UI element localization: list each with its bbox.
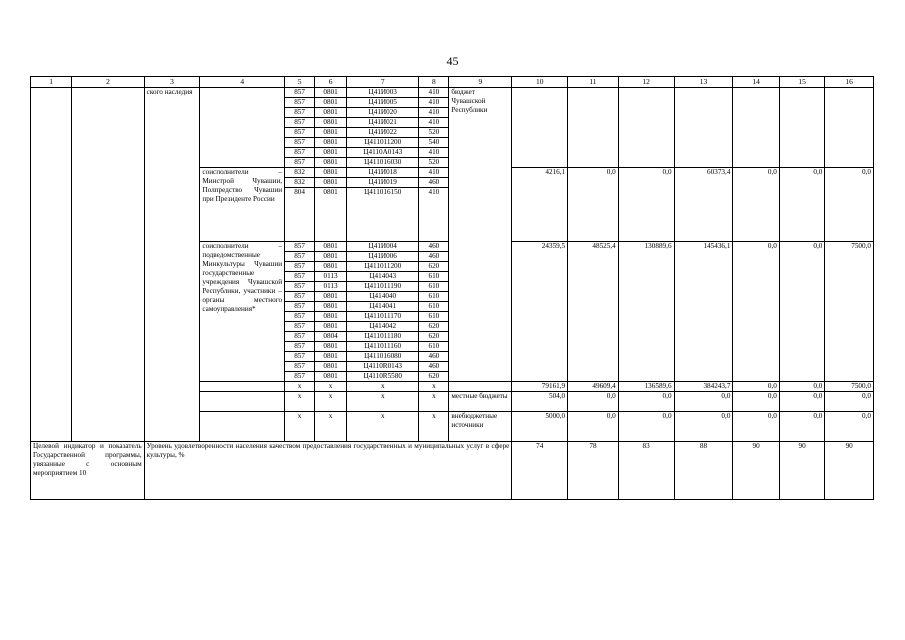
code-cell: 857: [285, 262, 315, 272]
code-cell: Ц411011170: [347, 312, 419, 322]
code-cell: 0801: [315, 168, 347, 178]
code-cell: 460: [419, 352, 449, 362]
code-cell: 857: [285, 302, 315, 312]
code-cell: x: [285, 382, 315, 392]
code-cell: 0801: [315, 88, 347, 98]
code-cell: Ц41И020: [347, 108, 419, 118]
column-number: 13: [674, 77, 733, 88]
code-cell: 0801: [315, 138, 347, 148]
code-cell: 857: [285, 148, 315, 158]
code-cell: 0801: [315, 262, 347, 272]
code-cell: 0801: [315, 242, 347, 252]
code-cell: 857: [285, 108, 315, 118]
executor-cell: соисполнители – Минстрой Чувашии, Полпредство Чувашии при Президенте России: [200, 168, 285, 242]
column-number: 5: [285, 77, 315, 88]
value-cell: 0,0: [733, 392, 779, 412]
code-cell: x: [419, 412, 449, 442]
value-cell: 145436,1: [674, 242, 733, 382]
code-cell: 0801: [315, 148, 347, 158]
value-cell: 0,0: [733, 382, 779, 392]
code-cell: 0801: [315, 372, 347, 382]
code-cell: Ц41И003: [347, 88, 419, 98]
funding-source-cell: бюджет Чувашской Республики: [449, 88, 512, 382]
col1-cell: [31, 88, 72, 442]
value-cell: 0,0: [779, 242, 824, 382]
code-cell: 410: [419, 188, 449, 242]
code-cell: 857: [285, 242, 315, 252]
code-cell: x: [419, 382, 449, 392]
funding-source-cell: внебюджетные источники: [449, 412, 512, 442]
code-cell: 410: [419, 98, 449, 108]
code-cell: 620: [419, 322, 449, 332]
code-cell: Ц41И018: [347, 168, 419, 178]
code-cell: 857: [285, 158, 315, 168]
value-cell: [779, 88, 824, 168]
value-cell: 0,0: [568, 392, 619, 412]
code-cell: x: [315, 382, 347, 392]
code-cell: 804: [285, 188, 315, 242]
code-cell: 0801: [315, 118, 347, 128]
code-cell: 620: [419, 372, 449, 382]
column-number: 9: [449, 77, 512, 88]
column-number: 8: [419, 77, 449, 88]
value-cell: 136589,6: [618, 382, 674, 392]
value-cell: 0,0: [825, 168, 874, 242]
value-cell: 0,0: [779, 392, 824, 412]
code-cell: 832: [285, 168, 315, 178]
code-cell: 410: [419, 108, 449, 118]
program-table: [30, 76, 874, 500]
code-cell: Ц411011200: [347, 138, 419, 148]
code-cell: 0801: [315, 292, 347, 302]
value-cell: 0,0: [674, 412, 733, 442]
code-cell: 857: [285, 322, 315, 332]
value-cell: [568, 88, 619, 168]
column-number: 15: [779, 77, 824, 88]
code-cell: 0801: [315, 342, 347, 352]
value-cell: 384243,7: [674, 382, 733, 392]
code-cell: 0801: [315, 98, 347, 108]
code-cell: x: [347, 382, 419, 392]
code-cell: 857: [285, 372, 315, 382]
page-number: 45: [446, 54, 459, 68]
code-cell: 857: [285, 128, 315, 138]
code-cell: 460: [419, 178, 449, 188]
code-cell: 0801: [315, 352, 347, 362]
value-cell: 0,0: [568, 168, 619, 242]
code-cell: 520: [419, 128, 449, 138]
code-cell: 857: [285, 272, 315, 282]
executor-cell: [200, 382, 285, 392]
event-name-cell: ского наследия: [144, 88, 200, 442]
column-number: 6: [315, 77, 347, 88]
value-cell: [733, 88, 779, 168]
code-cell: 857: [285, 282, 315, 292]
column-number: 4: [200, 77, 285, 88]
value-cell: [618, 88, 674, 168]
value-cell: 504,0: [512, 392, 568, 412]
value-cell: 4216,1: [512, 168, 568, 242]
code-cell: 610: [419, 272, 449, 282]
code-cell: 0801: [315, 252, 347, 262]
indicator-value: 78: [568, 442, 619, 500]
code-cell: Ц414043: [347, 272, 419, 282]
code-cell: 0801: [315, 178, 347, 188]
value-cell: 79161,9: [512, 382, 568, 392]
value-cell: 0,0: [568, 412, 619, 442]
code-cell: 410: [419, 168, 449, 178]
code-cell: 620: [419, 262, 449, 272]
indicator-value: 90: [733, 442, 779, 500]
code-cell: 857: [285, 138, 315, 148]
value-cell: 0,0: [779, 382, 824, 392]
value-cell: 0,0: [733, 242, 779, 382]
value-cell: 48525,4: [568, 242, 619, 382]
table-row: [31, 88, 874, 98]
code-cell: 460: [419, 252, 449, 262]
indicator-value: 74: [512, 442, 568, 500]
code-cell: Ц414040: [347, 292, 419, 302]
code-cell: 460: [419, 362, 449, 372]
code-cell: 0801: [315, 302, 347, 312]
col2-cell: [72, 88, 144, 442]
value-cell: 5000,0: [512, 412, 568, 442]
code-cell: 410: [419, 88, 449, 98]
code-cell: Ц4110R5580: [347, 372, 419, 382]
column-number: 14: [733, 77, 779, 88]
code-cell: Ц414041: [347, 302, 419, 312]
code-cell: Ц41И021: [347, 118, 419, 128]
code-cell: 610: [419, 302, 449, 312]
code-cell: Ц411016080: [347, 352, 419, 362]
code-cell: 410: [419, 148, 449, 158]
code-cell: 857: [285, 332, 315, 342]
indicator-value: 90: [825, 442, 874, 500]
value-cell: [674, 88, 733, 168]
code-cell: 857: [285, 88, 315, 98]
indicator-value: 88: [674, 442, 733, 500]
table-row: [31, 442, 874, 500]
code-cell: 620: [419, 332, 449, 342]
code-cell: Ц41И022: [347, 128, 419, 138]
code-cell: 0113: [315, 272, 347, 282]
column-number: 11: [568, 77, 619, 88]
executor-cell: [200, 88, 285, 168]
value-cell: 130889,6: [618, 242, 674, 382]
code-cell: 0801: [315, 362, 347, 372]
value-cell: 7500,0: [825, 242, 874, 382]
code-cell: Ц41И005: [347, 98, 419, 108]
column-number: 2: [72, 77, 144, 88]
code-cell: x: [285, 392, 315, 412]
code-cell: 0801: [315, 128, 347, 138]
code-cell: 610: [419, 312, 449, 322]
code-cell: 0801: [315, 322, 347, 332]
code-cell: 610: [419, 292, 449, 302]
indicator-label: Целевой индикатор и показатель Государственной программы, увязанные с основным мероприятием 10: [31, 442, 145, 500]
code-cell: 410: [419, 118, 449, 128]
code-cell: Ц411011190: [347, 282, 419, 292]
indicator-description: Уровень удовлетворенности населения качеством предоставления государственных и муниципальных услуг в сфере культуры, %: [144, 442, 512, 500]
code-cell: Ц41И004: [347, 242, 419, 252]
value-cell: 0,0: [733, 412, 779, 442]
value-cell: 0,0: [825, 412, 874, 442]
value-cell: [512, 88, 568, 168]
code-cell: 540: [419, 138, 449, 148]
table-row: [31, 77, 874, 88]
funding-source-cell: [449, 382, 512, 392]
value-cell: 24359,5: [512, 242, 568, 382]
indicator-value: 90: [779, 442, 824, 500]
code-cell: x: [315, 412, 347, 442]
code-cell: 0113: [315, 282, 347, 292]
code-cell: 857: [285, 362, 315, 372]
code-cell: 520: [419, 158, 449, 168]
code-cell: x: [285, 412, 315, 442]
code-cell: 0804: [315, 332, 347, 342]
value-cell: 0,0: [618, 168, 674, 242]
code-cell: Ц411016030: [347, 158, 419, 168]
column-number: 7: [347, 77, 419, 88]
indicator-value: 83: [618, 442, 674, 500]
column-number: 10: [512, 77, 568, 88]
code-cell: 0801: [315, 108, 347, 118]
column-number: 12: [618, 77, 674, 88]
executor-cell: [200, 392, 285, 412]
code-cell: 857: [285, 352, 315, 362]
value-cell: 0,0: [674, 392, 733, 412]
code-cell: x: [419, 392, 449, 412]
code-cell: 0801: [315, 312, 347, 322]
code-cell: 0801: [315, 158, 347, 168]
code-cell: 857: [285, 292, 315, 302]
column-number: 1: [31, 77, 72, 88]
column-number: 3: [144, 77, 200, 88]
code-cell: 460: [419, 242, 449, 252]
value-cell: 0,0: [779, 168, 824, 242]
code-cell: x: [347, 412, 419, 442]
code-cell: 857: [285, 118, 315, 128]
code-cell: Ц41И006: [347, 252, 419, 262]
code-cell: 857: [285, 312, 315, 322]
code-cell: 0801: [315, 188, 347, 242]
funding-source-cell: местные бюджеты: [449, 392, 512, 412]
code-cell: 857: [285, 342, 315, 352]
code-cell: x: [315, 392, 347, 412]
code-cell: Ц4110А0143: [347, 148, 419, 158]
executor-cell: [200, 412, 285, 442]
code-cell: Ц411011160: [347, 342, 419, 352]
code-cell: Ц411011180: [347, 332, 419, 342]
code-cell: Ц411016150: [347, 188, 419, 242]
code-cell: Ц41И019: [347, 178, 419, 188]
value-cell: 0,0: [733, 168, 779, 242]
code-cell: x: [347, 392, 419, 412]
code-cell: 610: [419, 282, 449, 292]
value-cell: 0,0: [825, 392, 874, 412]
code-cell: Ц411011200: [347, 262, 419, 272]
code-cell: 857: [285, 98, 315, 108]
value-cell: 0,0: [618, 412, 674, 442]
code-cell: Ц4110R0143: [347, 362, 419, 372]
code-cell: Ц414042: [347, 322, 419, 332]
value-cell: [825, 88, 874, 168]
executor-cell: соисполнители – подведомственные Минкультуры Чувашии государственные учреждения Чувашской Республики, участники – органы местного самоуправления*: [200, 242, 285, 382]
value-cell: 60373,4: [674, 168, 733, 242]
code-cell: 610: [419, 342, 449, 352]
code-cell: 857: [285, 252, 315, 262]
value-cell: 0,0: [779, 412, 824, 442]
code-cell: 832: [285, 178, 315, 188]
value-cell: 49609,4: [568, 382, 619, 392]
value-cell: 0,0: [618, 392, 674, 412]
column-number: 16: [825, 77, 874, 88]
value-cell: 7500,0: [825, 382, 874, 392]
